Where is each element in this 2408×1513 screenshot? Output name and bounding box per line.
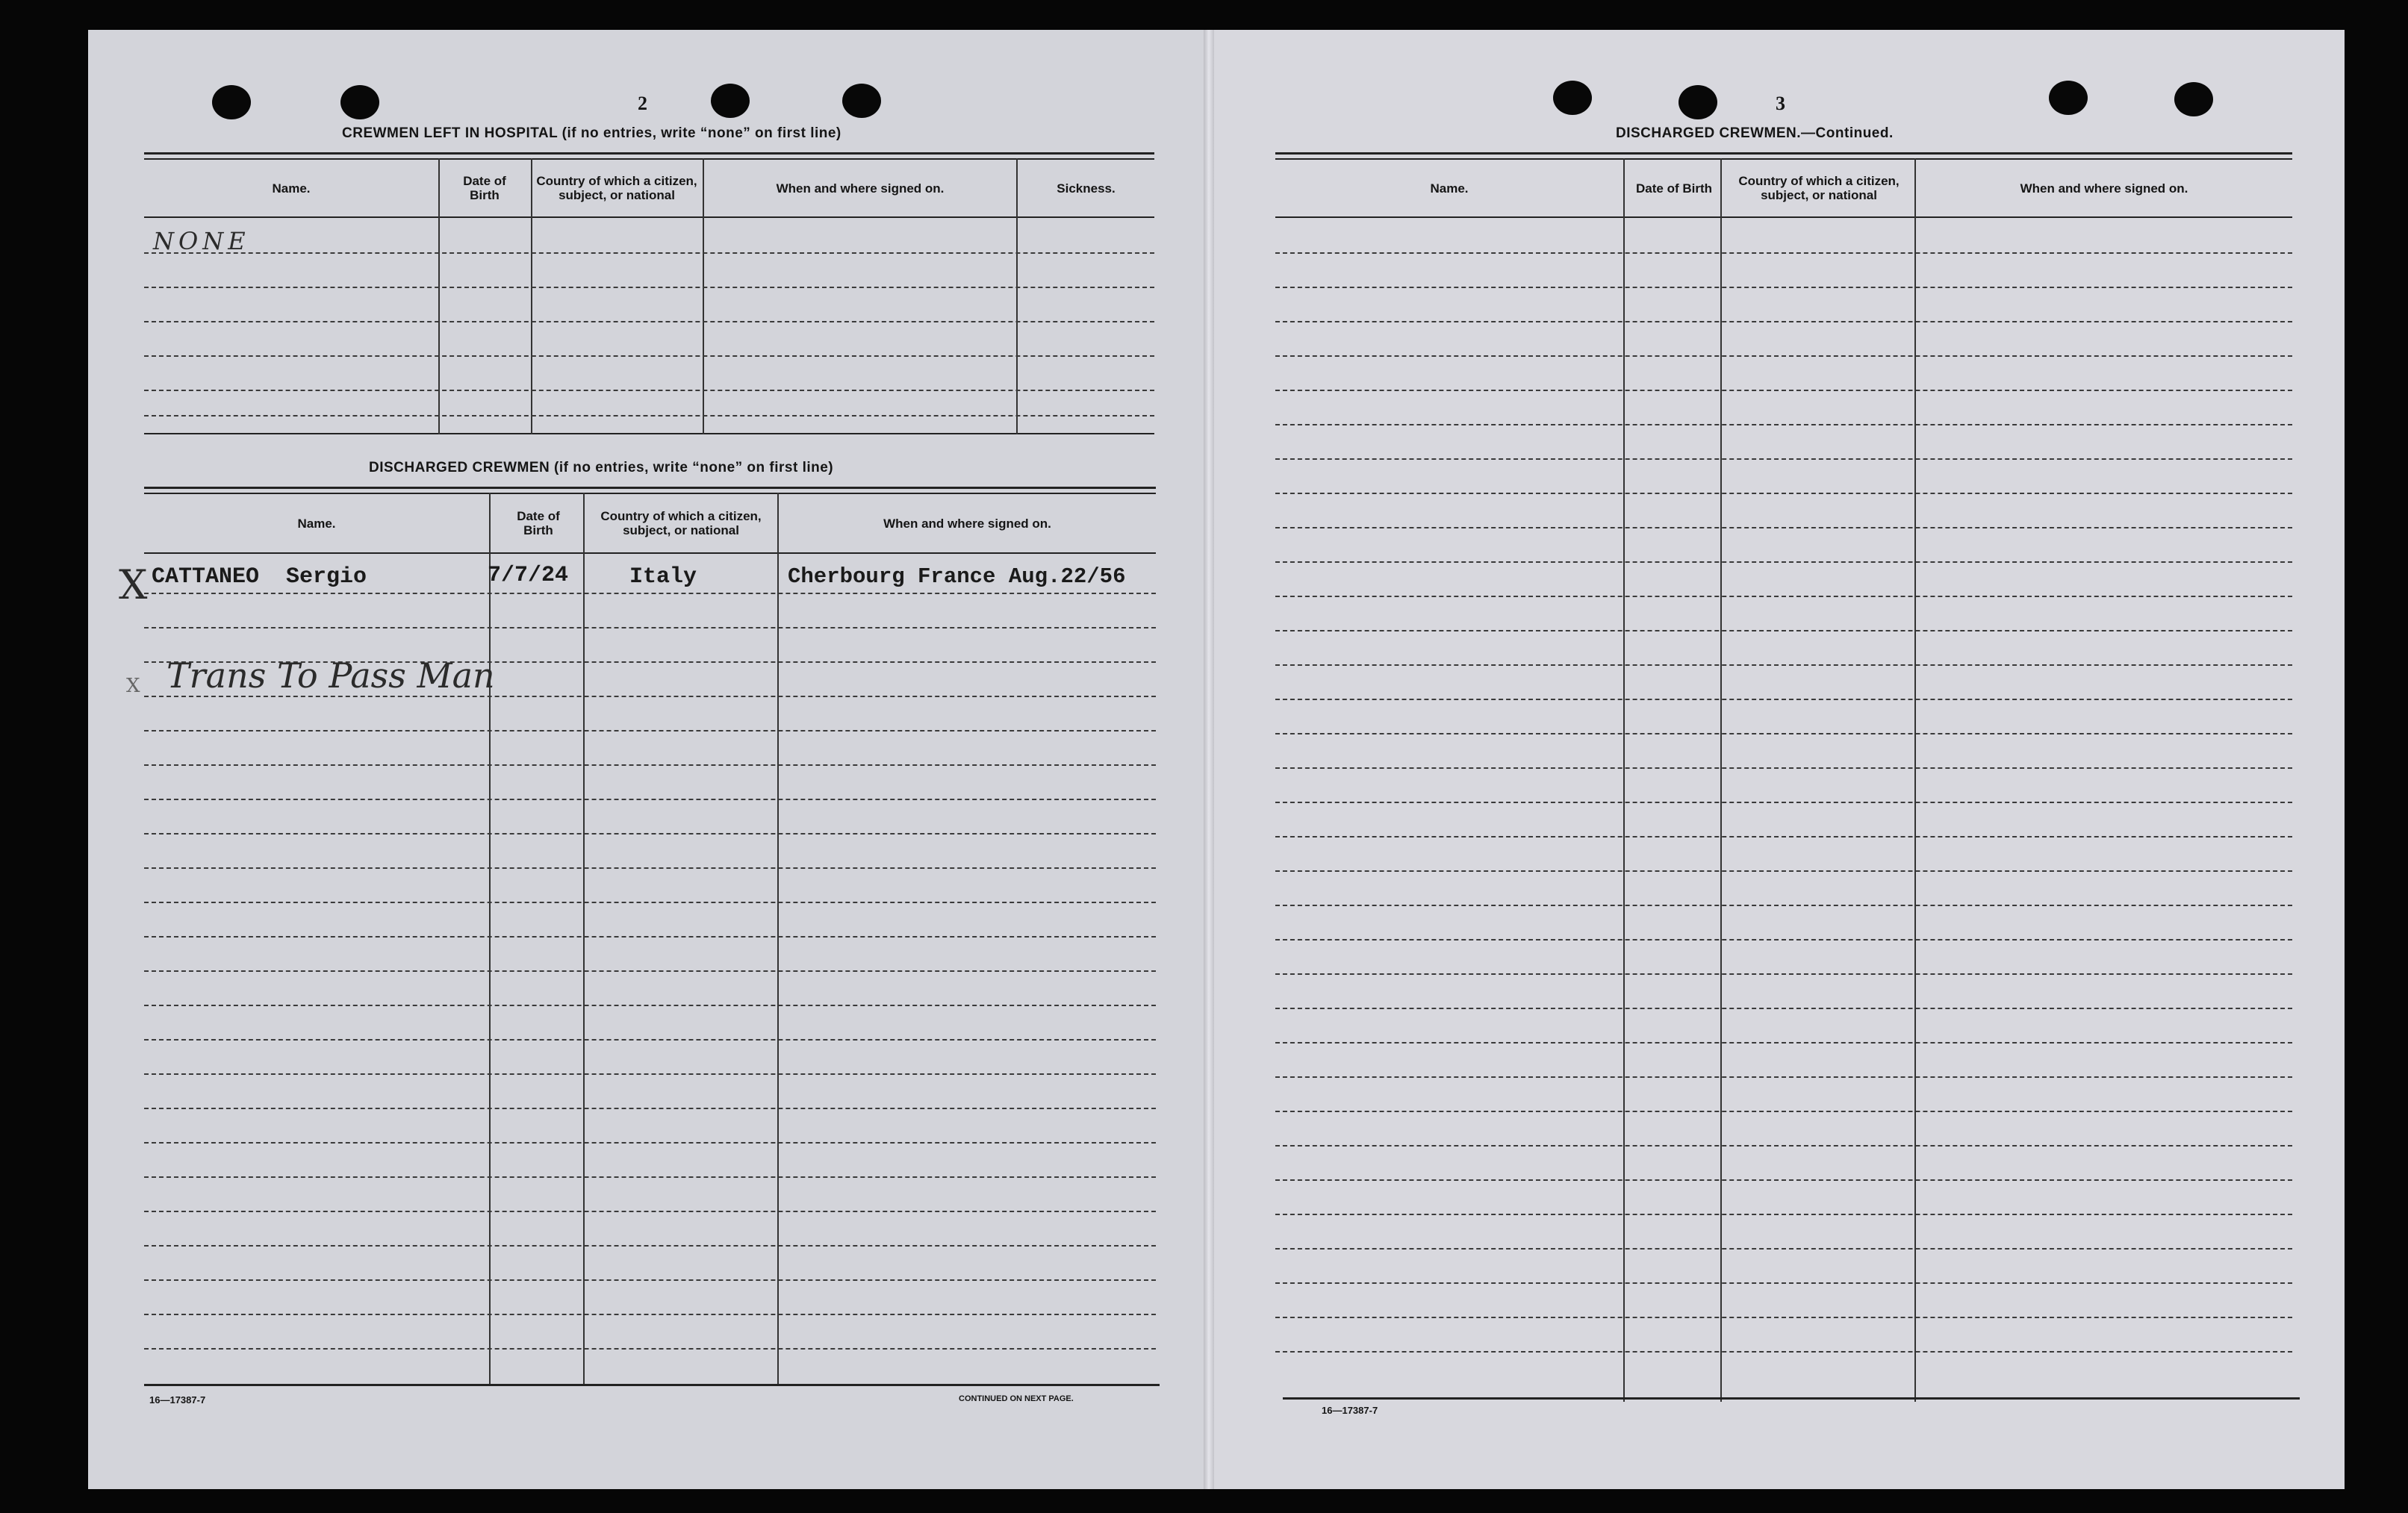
ruled-line	[144, 1279, 1156, 1281]
ruled-line	[144, 764, 1156, 766]
punch-hole	[340, 85, 379, 119]
hospital-header-signed-on: When and where signed on.	[776, 181, 945, 196]
ruled-line	[1275, 870, 2292, 872]
ruled-line	[1275, 596, 2292, 597]
punch-hole	[842, 84, 881, 118]
crewman-name: CATTANEO Sergio	[152, 564, 367, 590]
ruled-line	[1275, 733, 2292, 734]
ruled-line	[144, 1108, 1156, 1109]
hospital-section-title: CREWMEN LEFT IN HOSPITAL (if no entries, write “none” on first line)	[342, 125, 841, 141]
ruled-line	[1275, 1248, 2292, 1250]
ruled-line	[1275, 287, 2292, 288]
right-header-name: Name.	[1430, 181, 1469, 196]
punch-hole	[711, 84, 750, 118]
discharge-check-mark: X	[119, 561, 148, 608]
form-number-right: 16—17387-7	[1322, 1405, 1378, 1416]
discharged-header-signed-on: When and where signed on.	[883, 516, 1051, 531]
discharged-table	[119, 487, 1156, 1391]
discharged-header-country: Country of which a citizen, subject, or national	[600, 509, 762, 537]
right-section-title: DISCHARGED CREWMEN.—Continued.	[1616, 125, 1894, 141]
page-number-right: 3	[1776, 93, 1785, 114]
ruled-line	[1275, 1351, 2292, 1353]
ruled-line	[1275, 1179, 2292, 1181]
transfer-note: Trans To Pass Man	[167, 655, 495, 696]
ruled-line	[1275, 561, 2292, 563]
ruled-line	[1275, 939, 2292, 940]
ruled-line	[1275, 1282, 2292, 1284]
ruled-line	[144, 1211, 1156, 1212]
ruled-line	[1275, 1145, 2292, 1147]
ruled-line	[1275, 630, 2292, 631]
hospital-header-sickness: Sickness.	[1057, 181, 1116, 196]
ruled-line	[1275, 252, 2292, 254]
ruled-line	[1275, 1214, 2292, 1215]
ruled-line	[1275, 1111, 2292, 1112]
ruled-line	[1275, 1317, 2292, 1318]
crewman-signed-on: Cherbourg France Aug.22/56	[788, 564, 1126, 589]
ruled-line	[1275, 424, 2292, 425]
hospital-header-name: Name.	[272, 181, 311, 196]
ruled-line	[1275, 905, 2292, 906]
form-number-left: 16—17387-7	[149, 1394, 206, 1406]
ruled-line	[144, 1005, 1156, 1006]
ruled-line	[1275, 493, 2292, 494]
ruled-line	[144, 1142, 1156, 1144]
ruled-line	[1275, 1042, 2292, 1043]
discharged-header-name: Name.	[297, 516, 336, 531]
ruled-line	[144, 1348, 1156, 1350]
hospital-table	[144, 152, 1154, 436]
ruled-line	[144, 799, 1156, 800]
ruled-line	[1275, 664, 2292, 666]
ruled-line	[1275, 1008, 2292, 1009]
ruled-line	[1275, 836, 2292, 837]
punch-hole	[2049, 81, 2088, 115]
discharged-continued-table	[1275, 152, 2292, 1403]
ruled-line	[1275, 355, 2292, 357]
ruled-line	[144, 627, 1156, 628]
ruled-line	[144, 1073, 1156, 1075]
ruled-line	[1275, 458, 2292, 460]
continued-note: CONTINUED ON NEXT PAGE.	[959, 1394, 1074, 1403]
ruled-line	[1275, 767, 2292, 769]
ruled-line	[144, 1314, 1156, 1315]
ruled-line	[1275, 1076, 2292, 1078]
ruled-line	[1275, 527, 2292, 528]
ruled-line	[144, 730, 1156, 731]
ruled-line	[144, 833, 1156, 835]
page-number-left: 2	[638, 93, 647, 114]
right-header-dob: Date of Birth	[1636, 181, 1712, 196]
ruled-line	[144, 936, 1156, 938]
hospital-header-country: Country of which a citizen, subject, or national	[536, 174, 697, 202]
punch-hole	[1679, 85, 1717, 119]
ruled-line	[144, 902, 1156, 903]
punch-hole	[1553, 81, 1592, 115]
hospital-none-entry: NONE	[153, 227, 250, 255]
ruled-line	[1275, 973, 2292, 975]
ruled-line	[144, 867, 1156, 869]
ruled-line	[1275, 699, 2292, 700]
right-header-country: Country of which a citizen, subject, or national	[1738, 174, 1900, 202]
ruled-line	[1275, 321, 2292, 322]
discharged-header-dob: Date of Birth	[517, 509, 560, 537]
note-mark: X	[126, 675, 140, 697]
ruled-line	[144, 1039, 1156, 1041]
page-fold	[1204, 30, 1214, 1489]
right-header-signed-on: When and where signed on.	[2020, 181, 2188, 196]
ruled-line	[144, 1245, 1156, 1247]
ruled-line	[144, 593, 1156, 594]
ruled-line	[1275, 390, 2292, 391]
crewman-dob: 7/7/24	[488, 563, 569, 588]
ruled-line	[144, 696, 1156, 697]
punch-hole	[212, 85, 251, 119]
ruled-line	[144, 970, 1156, 972]
punch-hole	[2174, 82, 2213, 116]
hospital-header-dob: Date of Birth	[463, 174, 506, 202]
ruled-line	[1275, 802, 2292, 803]
ruled-line	[144, 1176, 1156, 1178]
crewman-country: Italy	[629, 564, 697, 590]
discharged-section-title: DISCHARGED CREWMEN (if no entries, write “none” on first line)	[369, 460, 834, 475]
